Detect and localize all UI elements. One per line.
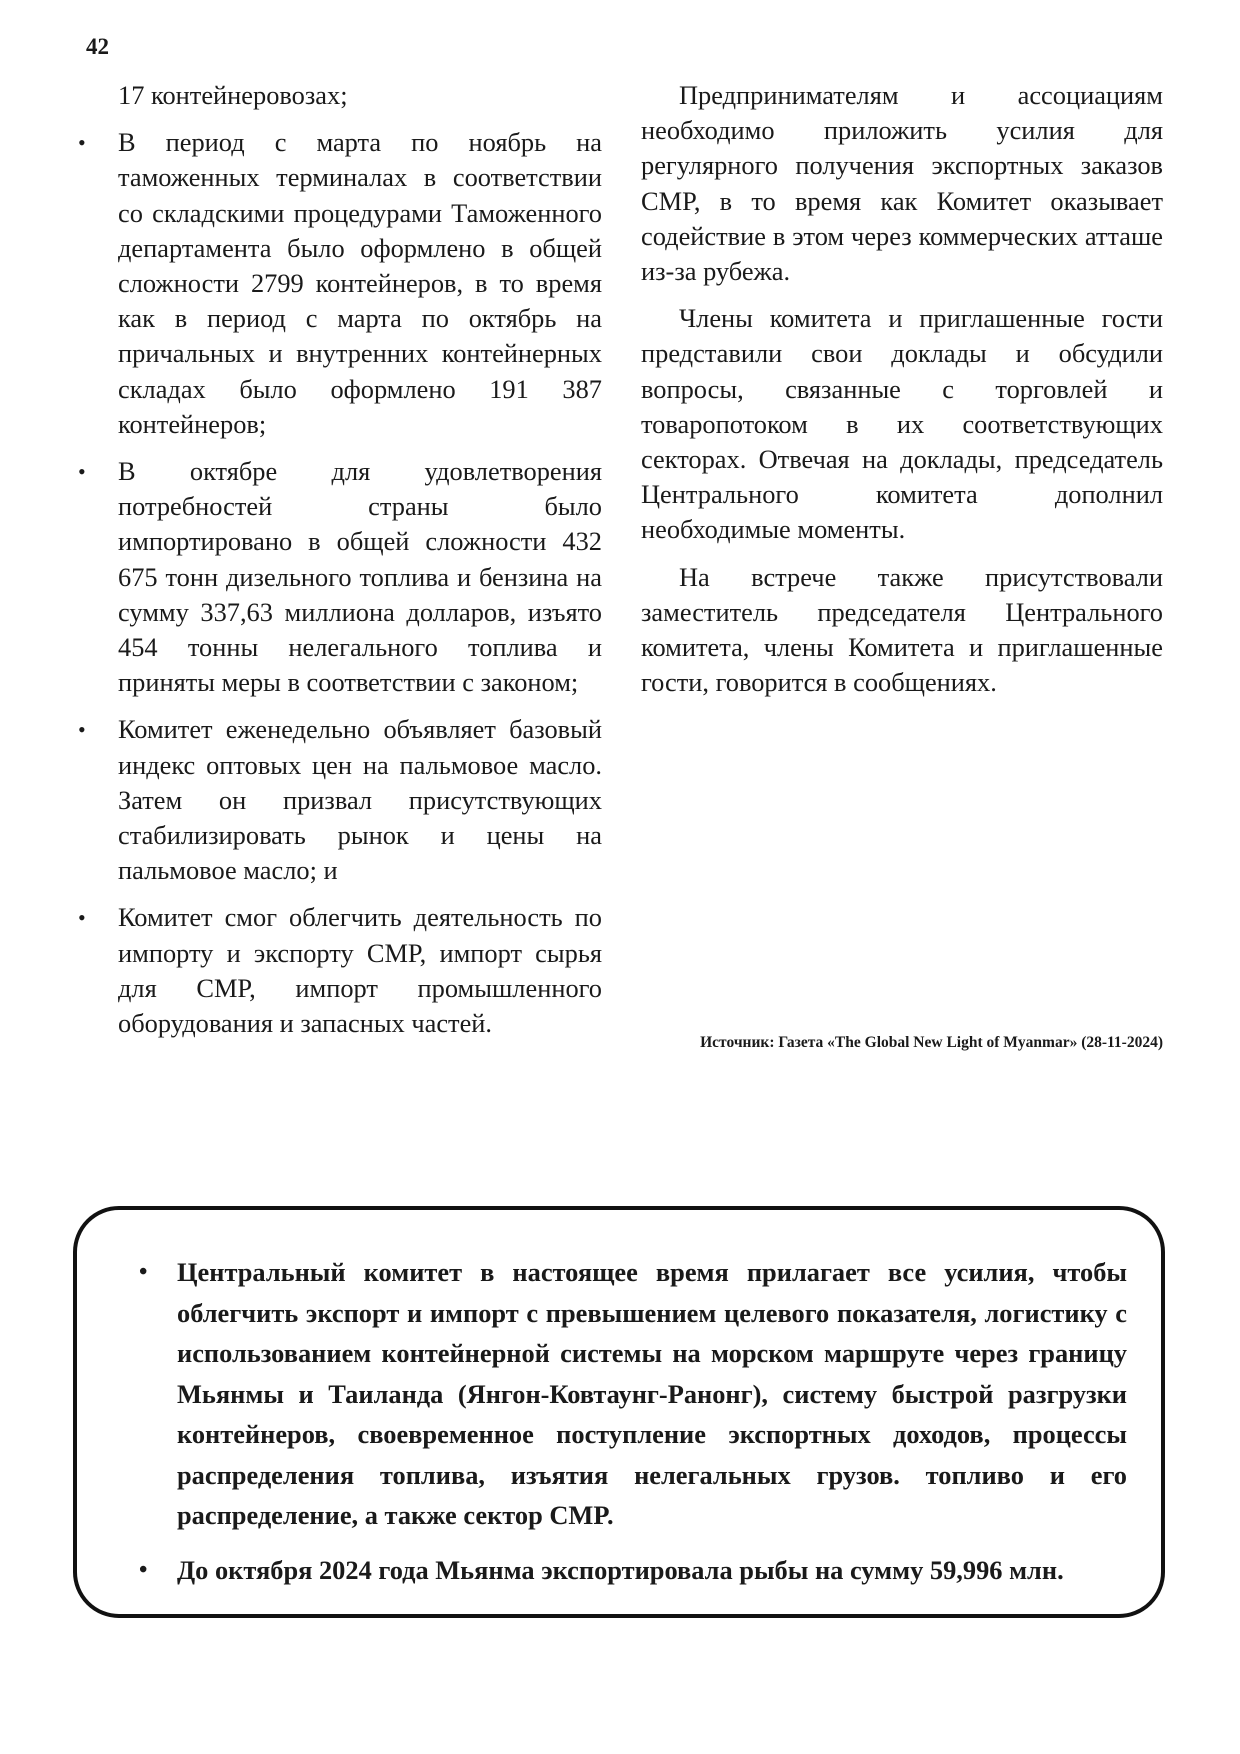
source-citation: Источник: Газета «The Global New Light of Myanmar» (28-11-2024) (700, 1034, 1163, 1051)
bullet-icon: • (139, 1556, 148, 1583)
paragraph: Члены комитета и приглашенные гости представили свои доклады и обсудили вопросы, связанные с торговлей и товаропотоком в их соответствующих секторах. Отвечая на доклады, председатель Центрального комитета дополнил необходимые моменты. (641, 303, 1163, 545)
bullet-icon: • (78, 905, 86, 931)
summary-list (113, 1252, 1127, 1590)
paragraph: На встрече также присутствовали заместитель председателя Центрального комитета, члены Комитета и приглашенные гости, говорится в сообщениях. (641, 561, 1163, 698)
paragraph: Предпринимателям и ассоциациям необходимо приложить усилия для регулярного получения экспортных заказов CMP, в то время как Комитет оказывает содействие в этом через коммерческих атташе из-за рубежа. (641, 80, 1163, 287)
left-column (72, 78, 602, 1053)
bullet-icon: • (139, 1259, 148, 1285)
page-number: 42 (86, 34, 109, 59)
summary-item: • Центральный комитет в настоящее время прилагает все усилия, чтобы облегчить экспорт и импорт с превышением целевого показателя, логистику с использованием контейнерной системы на морском маршруте через границу Мьянмы и Таиланда (Янгон-Ковтаунг-Ранонг), систему быстрой разгрузки контейнеров, своевременное поступление экспортных доходов, процессы распределения топлива, изъятия нелегальных грузов. топливо и его распределение, а также сектор CMP. (113, 1252, 1127, 1536)
right-column (641, 78, 1163, 712)
summary-item: • До октября 2024 года Мьянма экспортировала рыбы на сумму 59,996 млн. (113, 1550, 1127, 1591)
list-item: • Комитет смог облегчить деятельность по импорту и экспорту CMP, импорт сырья для CMP, импорт промышленного оборудования и запасных частей. (78, 902, 602, 1039)
bullet-list (72, 125, 602, 1041)
list-item: • Комитет еженедельно объявляет базовый индекс оптовых цен на пальмовое масло. Затем он призвал присутствующих стабилизировать рынок и цены на пальмовое масло; и (78, 714, 602, 886)
list-item: • В октябре для удовлетворения потребностей страны было импортировано в общей сложности 432 675 тонн дизельного топлива и бензина на сумму 337,63 миллиона долларов, изъято 454 тонны нелегального топлива и приняты меры в соответствии с законом; (78, 456, 602, 698)
continuation-text: 17 контейнеровозах; (118, 80, 348, 110)
bullet-icon: • (78, 717, 86, 743)
bullet-icon: • (78, 130, 86, 156)
list-item: • В период с марта по ноябрь на таможенных терминалах в соответствии со складскими процедурами Таможенного департамента было оформлено в общей сложности 2799 контейнеров, в то время как в период с марта по октябрь на причальных и внутренних контейнерных складах было оформлено 191 387 контейнеров; (78, 127, 602, 439)
summary-box (73, 1206, 1165, 1618)
bullet-icon: • (78, 459, 86, 485)
